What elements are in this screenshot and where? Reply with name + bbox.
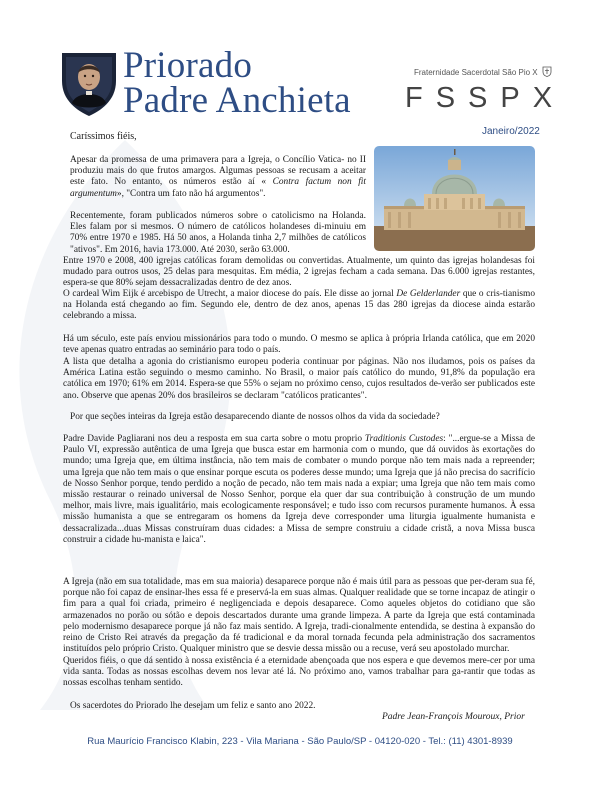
- signature: Padre Jean-François Mouroux, Prior: [382, 712, 525, 722]
- st-peters-basilica-photo: [374, 146, 535, 251]
- paragraph-2: Recentemente, foram publicados números sobre o catolicismo na Holanda. Eles falam por si mesmos. O número de católicos holandeses di-minuiu em 70% entre 1970 e 1985. Há 50 anos, a Holanda tinha 2,7 milhões de católicos "ativos". Em 2016, havia 173.000. Até 2030, serão 63.000.: [70, 211, 366, 255]
- footer-address: Rua Maurício Francisco Klabin, 223 - Vila Mariana - São Paulo/SP - 04120-020 - Tel.: (11) 4301-8939: [87, 736, 513, 747]
- greeting: Caríssimos fiéis,: [70, 131, 137, 142]
- priest-portrait-logo: [60, 51, 118, 117]
- paragraph-10: Queridos fiéis, o que dá sentido à nossa existência é a eternidade abençoada que nos espera e que devemos mere-cer por uma vida santa. Todas as nossas escolhas devem nos levar até lá. No próximo ano, vamos trabalhar para ga-rantir que todas as nossas escolhas tenham sentido.: [63, 656, 535, 689]
- title-priorado: Priorado: [123, 45, 253, 86]
- paragraph-4: O cardeal Wim Eijk é arcebispo de Utrecht, a maior diocese do país. Ele disse ao jornal De Gelderlander que o cris-tianismo na Holanda está chegando ao fim. Segundo ele, dentro de dez anos, apenas 15 das 280 igrejas da diocese ainda estarão celebrando a missa.: [63, 289, 535, 322]
- fsspx-logo-text: FSSPX: [405, 82, 566, 114]
- letterhead: [0, 0, 600, 125]
- paragraph-1: Apesar da promessa de uma primavera para a Igreja, o Concílio Vatica- no II produziu mais do que frutos amargos. Algumas pessoas se recusam a aceitar este fato. No entanto, os números estão aí « Contra factum non fit argumentum», "Contra um fato não há argumentos".: [70, 155, 366, 199]
- motu-proprio-title: Traditionis Custodes: [364, 434, 444, 444]
- fraternity-label: [414, 66, 552, 77]
- fraternity-seal-icon: [542, 66, 552, 77]
- title-padre-anchieta: Padre Anchieta: [123, 80, 351, 121]
- paragraph-8: Padre Davide Pagliarani nos deu a resposta em sua carta sobre o motu proprio Traditionis Custodes: "...ergue-se a Missa de Paulo VI, expressão autêntica de uma Igreja que busca estar em harmonia com o mundo, que dá ouvidos às exortações do mundo; uma Igreja que, em última instância, não tem mais de combater o mundo porque não tem mais nada a repreender; uma Igreja que não tem mais o que ensinar porque escuta os poderes desse mundo; uma Igreja que já não precisa do sacrifício de Nosso Senhor porque, tendo perdido a noção de pecado, não tem mais nada a expiar; uma Igreja que não tem mais como missão restaurar o reinado universal de Nosso Senhor, porque ela quer dar sua contribuição à construção de um mundo melhor, mais livre, mais igualitário, mais ecologicamente responsável; e tudo isso com recursos puramente humanos. À essa missão humanista a que se entregaram os homens da Igreja deve corresponder uma liturgia igualmente humanista e dessacralizada...duas Missas construíram duas cidades: a Missa de sempre construiu a cidade cristã, a nova Missa busca construir a cidade hu-manista e laica".: [63, 434, 536, 545]
- paragraph-5: Há um século, este país enviou missionários para todo o mundo. O mesmo se aplica à própria Irlanda católica, que em 2020 teve apenas quatro entradas ao seminário para todo o país.: [63, 334, 535, 356]
- paragraph-6: A lista que detalha a agonia do cristianismo europeu poderia continuar por páginas. Não nos iludamos, pois os países da América Latina estão seguindo o mesmo caminho. No Brasil, o maior país católico do mundo, 91,8% da população era católica em 1970; 61% em 2014. Espera-se que 55% o sejam no próximo censo, cujos resultados de-verão ser publicados este ano. Observe que apenas 20% dos brasileiros se declaram "católicos praticantes".: [63, 357, 535, 401]
- paragraph-3: Entre 1970 e 2008, 400 igrejas católicas foram demolidas ou convertidas. Atualmente, um quinto das igrejas holandesas foi mudado para outros usos, 25 delas para mesquitas. Em média, 2 igrejas fecham a cada semana. Das 6.000 igrejas restantes, espera-se que 80% sejam dessacralizadas dentro de dez anos.: [63, 256, 535, 289]
- paragraph-7: Por que seções inteiras da Igreja estão desaparecendo diante de nossos olhos da vida da sociedade?: [70, 412, 440, 422]
- newspaper-name: De Gelderlander: [396, 289, 461, 299]
- letter-date: Janeiro/2022: [482, 126, 540, 137]
- fraternity-name: Fraternidade Sacerdotal São Pio X: [414, 68, 538, 77]
- paragraph-9: A Igreja (não em sua totalidade, mas em sua maioria) desaparece porque não é mais útil para as pessoas que per-deram sua fé, porque não foi capaz de ensinar-lhes essa fé e preservá-la em suas almas. Qualquer realidade que se torne incapaz de atingir o fim para a qual foi criada, primeiro é negligenciada e depois desaparece. Como aqueles objetos do cotidiano que são armazenados no porão ou sótão e depois descartados durante uma grande limpeza. A parte da Igreja que está contaminada pelo modernismo desaparece porque já não faz mais sentido. A Igreja, tradi-cionalmente entendida, se destina à expansão do reino de Cristo Rei através da pregação da fé tradicional e da moral tornada fecunda pela administração dos sacramentos instituídos pelo próprio Cristo. Qualquer ministro que se desvie dessa missão ou a recuse, verá seu apostolado murchar.: [63, 577, 535, 655]
- paragraph-11: Os sacerdotes do Priorado lhe desejam um feliz e santo ano 2022.: [70, 701, 316, 711]
